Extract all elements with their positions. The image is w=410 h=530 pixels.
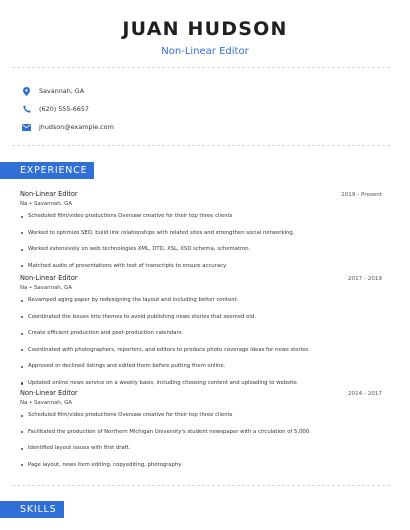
contact-list [22, 82, 114, 136]
job-entry [20, 190, 382, 274]
list-item: Approved or declined listings and edited them before putting them online. [20, 358, 382, 375]
job-bullets [20, 208, 382, 274]
list-item: Revamped aging paper by redesigning the layout and including better content. [20, 292, 382, 309]
job-bullets [20, 292, 382, 392]
job-title: Non-Linear Editor [20, 190, 78, 198]
candidate-name: JUAN HUDSON [122, 18, 288, 40]
job-location: Na • Savannah, GA [20, 400, 73, 406]
job-title-heading: Non-Linear Editor [161, 46, 249, 57]
job-entry [20, 274, 382, 392]
list-item: Updated online news service on a weekly basis, including choosing content and uploading to website. [20, 375, 382, 392]
divider [12, 485, 390, 486]
resume-header [0, 0, 410, 57]
list-item: Identified layout issues with first draft. [20, 440, 382, 457]
job-dates: 2019 - Present [341, 192, 382, 198]
job-dates: 2017 - 2019 [347, 276, 382, 282]
list-item: Scheduled film/video productions Oversaw creative for their top three clients [20, 407, 382, 424]
phone-icon [22, 105, 31, 114]
job-title: Non-Linear Editor [20, 274, 78, 282]
list-item: Matched audio of presentations with text of transcripts to ensure accuracy. [20, 258, 382, 275]
location-pin-icon [22, 87, 31, 96]
list-item: Page layout, news item editing, copyediting, photography [20, 457, 382, 474]
list-item: Create efficient production and post-production calendars. [20, 325, 382, 342]
contact-phone-text: (620) 555-6657 [39, 105, 89, 113]
divider [12, 67, 390, 68]
job-title: Non-Linear Editor [20, 389, 78, 397]
contact-email-text: jhudson@example.com [39, 123, 114, 131]
divider [12, 145, 390, 146]
section-heading-experience: EXPERIENCE [0, 162, 94, 179]
section-heading-skills: SKILLS [0, 501, 64, 518]
contact-email [22, 118, 114, 136]
list-item: Facilitated the production of Northern Michigan University's student newspaper with a circulation of 5,000. [20, 424, 382, 441]
job-location: Na • Savannah, GA [20, 285, 73, 291]
contact-phone [22, 100, 114, 118]
list-item: Scheduled film/video productions Oversaw creative for their top three clients [20, 208, 382, 225]
job-dates: 2014 - 2017 [347, 391, 382, 397]
email-icon [22, 123, 31, 132]
list-item: Worked extensively on web technologies XML, DTD, XSL, XSD schema, schematron. [20, 241, 382, 258]
contact-location-text: Savannah, GA [39, 87, 85, 95]
job-location: Na • Savannah, GA [20, 201, 73, 207]
job-entry [20, 389, 382, 473]
list-item: Coordinated with photographers, reporters, and editors to produce photo coverage ideas for news stories. [20, 342, 382, 359]
contact-location [22, 82, 114, 100]
list-item: Worked to optimize SEO, build link relationships with related sites and strengthen social networking. [20, 225, 382, 242]
list-item: Coordinated the Issues into themes to avoid publishing news stories that seemed old. [20, 309, 382, 326]
job-bullets [20, 407, 382, 473]
